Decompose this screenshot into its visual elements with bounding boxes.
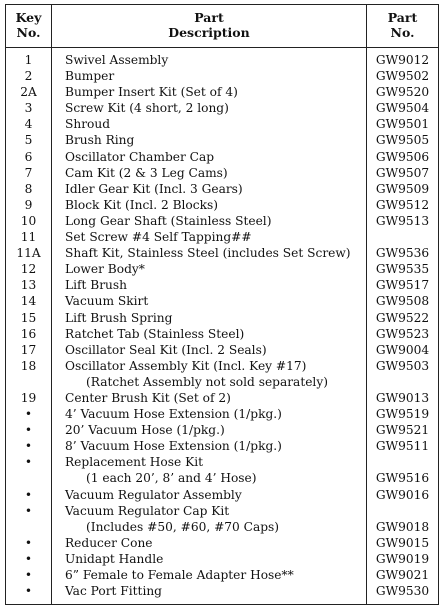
key-number: • [24, 455, 33, 470]
table-row [6, 374, 438, 390]
table-row [6, 149, 438, 165]
part-number: GW9503 [375, 358, 430, 373]
part-number: GW9516 [375, 471, 430, 486]
part-number: GW9520 [375, 85, 430, 100]
part-number: GW9015 [375, 535, 430, 550]
table-row [6, 132, 438, 148]
part-description: Replacement Hose Kit [65, 455, 203, 470]
part-description: 4’ Vacuum Hose Extension (1/pkg.) [65, 407, 282, 422]
part-description: Reducer Cone [65, 535, 153, 550]
header-desc-line1: Part [194, 10, 224, 25]
part-number: GW9018 [375, 519, 430, 534]
key-number: 5 [24, 133, 33, 148]
key-number: 11 [20, 230, 37, 245]
table-row [6, 293, 438, 309]
table-row [6, 567, 438, 583]
header-part-cell [367, 5, 438, 47]
key-number: • [24, 551, 33, 566]
table-row [6, 342, 438, 358]
part-number: GW9013 [375, 390, 430, 405]
part-description: Vacuum Regulator Cap Kit [65, 503, 230, 518]
key-number: • [24, 439, 33, 454]
part-description: (Ratchet Assembly not sold separately) [86, 374, 328, 389]
part-description: Vacuum Regulator Assembly [65, 487, 242, 502]
part-number: GW9517 [375, 278, 430, 293]
table-row [6, 438, 438, 454]
table-row [6, 583, 438, 599]
part-number: GW9509 [375, 181, 430, 196]
part-number: GW9508 [375, 294, 430, 309]
part-description: Vacuum Skirt [65, 294, 149, 309]
table-row [6, 181, 438, 197]
part-number: GW9506 [375, 149, 430, 164]
part-description: 6” Female to Female Adapter Hose** [65, 568, 294, 582]
part-number: GW9521 [375, 423, 430, 438]
key-number: 15 [20, 310, 37, 325]
part-number: GW9535 [375, 262, 430, 277]
part-description: Oscillator Assembly Kit (Incl. Key #17) [65, 358, 307, 373]
part-description: Bumper [65, 69, 115, 84]
table-row [6, 52, 438, 68]
part-description: Lift Brush [65, 278, 128, 293]
table-row [6, 551, 438, 567]
key-number: 19 [20, 390, 37, 405]
header-key-line1: Key [15, 10, 42, 25]
part-number: GW9016 [375, 487, 430, 502]
key-number: • [24, 535, 33, 550]
part-description: Oscillator Seal Kit (Incl. 2 Seals) [65, 342, 267, 357]
part-number: GW9512 [375, 197, 430, 212]
table-row [6, 116, 438, 132]
table-row [6, 165, 438, 181]
key-number: 12 [20, 262, 37, 277]
part-number: GW9021 [375, 568, 430, 582]
header-desc-line2: Description [168, 25, 250, 40]
table-row [6, 213, 438, 229]
table-row [6, 84, 438, 100]
key-number: 7 [24, 165, 33, 180]
table-row [6, 197, 438, 213]
key-number: 17 [20, 342, 37, 357]
key-number: • [24, 503, 33, 518]
part-description: Lower Body* [65, 262, 145, 277]
part-description: Unidapt Handle [65, 551, 164, 566]
part-description: (Includes #50, #60, #70 Caps) [86, 519, 280, 534]
table-header [6, 5, 438, 48]
part-description: (1 each 20’, 8’ and 4’ Hose) [86, 471, 257, 486]
header-key-cell [6, 5, 51, 47]
part-description: Screw Kit (4 short, 2 long) [65, 101, 229, 116]
part-number: GW9523 [375, 326, 430, 341]
part-description: Swivel Assembly [65, 53, 169, 67]
table-row [6, 326, 438, 342]
table-row [6, 535, 438, 551]
part-description: Idler Gear Kit (Incl. 3 Gears) [65, 181, 243, 196]
key-number: 10 [20, 213, 37, 228]
table-row [6, 100, 438, 116]
table-row [6, 245, 438, 261]
table-row [6, 519, 438, 535]
parts-table [5, 4, 439, 605]
part-description: 8’ Vacuum Hose Extension (1/pkg.) [65, 439, 282, 454]
key-number: 1 [24, 53, 33, 67]
table-row [6, 261, 438, 277]
table-row [6, 390, 438, 406]
part-description: Cam Kit (2 & 3 Leg Cams) [65, 165, 228, 180]
header-desc-cell [51, 5, 367, 47]
part-number: GW9530 [375, 584, 430, 599]
part-description: Shaft Kit, Stainless Steel (includes Set Screw) [65, 246, 351, 261]
part-number: GW9019 [375, 551, 430, 566]
part-description: Brush Ring [65, 133, 135, 148]
header-part-line2: No. [390, 25, 415, 40]
part-number: GW9507 [375, 165, 430, 180]
key-number: 2 [24, 69, 33, 84]
part-description: Long Gear Shaft (Stainless Steel) [65, 213, 272, 228]
part-number: GW9504 [375, 101, 430, 116]
part-description: Bumper Insert Kit (Set of 4) [65, 85, 238, 100]
part-description: Shroud [65, 117, 111, 132]
part-number: GW9513 [375, 213, 430, 228]
part-description: Ratchet Tab (Stainless Steel) [65, 326, 245, 341]
key-number: • [24, 407, 33, 422]
part-number: GW9501 [375, 117, 430, 132]
part-number: GW9505 [375, 133, 430, 148]
table-row [6, 277, 438, 293]
table-row [6, 229, 438, 245]
key-number: • [24, 584, 33, 599]
table-row [6, 503, 438, 519]
header-part-line1: Part [387, 10, 418, 25]
table-row [6, 68, 438, 84]
table-row [6, 310, 438, 326]
table-body [6, 52, 438, 599]
part-description: Set Screw #4 Self Tapping## [65, 230, 252, 245]
part-number: GW9536 [375, 246, 430, 261]
part-number: GW9012 [375, 53, 430, 67]
table-row [6, 406, 438, 422]
key-number: • [24, 568, 33, 582]
part-number: GW9519 [375, 407, 430, 422]
part-number: GW9522 [375, 310, 430, 325]
key-number: • [24, 423, 33, 438]
table-row [6, 358, 438, 374]
key-number: 2A [20, 85, 37, 100]
header-key-line2: No. [16, 25, 41, 40]
part-description: Center Brush Kit (Set of 2) [65, 390, 231, 405]
key-number: 8 [24, 181, 33, 196]
key-number: 13 [20, 278, 37, 293]
key-number: 14 [20, 294, 37, 309]
key-number: • [24, 487, 33, 502]
key-number: 11A [16, 246, 41, 261]
part-number: GW9004 [375, 342, 430, 357]
key-number: 6 [24, 149, 33, 164]
part-number: GW9511 [375, 439, 430, 454]
table-row [6, 422, 438, 438]
key-number: 18 [20, 358, 37, 373]
key-number: 3 [24, 101, 33, 116]
part-description: Block Kit (Incl. 2 Blocks) [65, 197, 218, 212]
key-number: 9 [24, 197, 33, 212]
part-description: Vac Port Fitting [65, 584, 162, 599]
part-description: 20’ Vacuum Hose (1/pkg.) [65, 423, 225, 438]
table-row [6, 487, 438, 503]
part-description: Oscillator Chamber Cap [65, 149, 215, 164]
table-row [6, 454, 438, 470]
key-number: 4 [24, 117, 33, 132]
key-number: 16 [20, 326, 37, 341]
part-description: Lift Brush Spring [65, 310, 173, 325]
part-number: GW9502 [375, 69, 430, 84]
table-row [6, 470, 438, 486]
